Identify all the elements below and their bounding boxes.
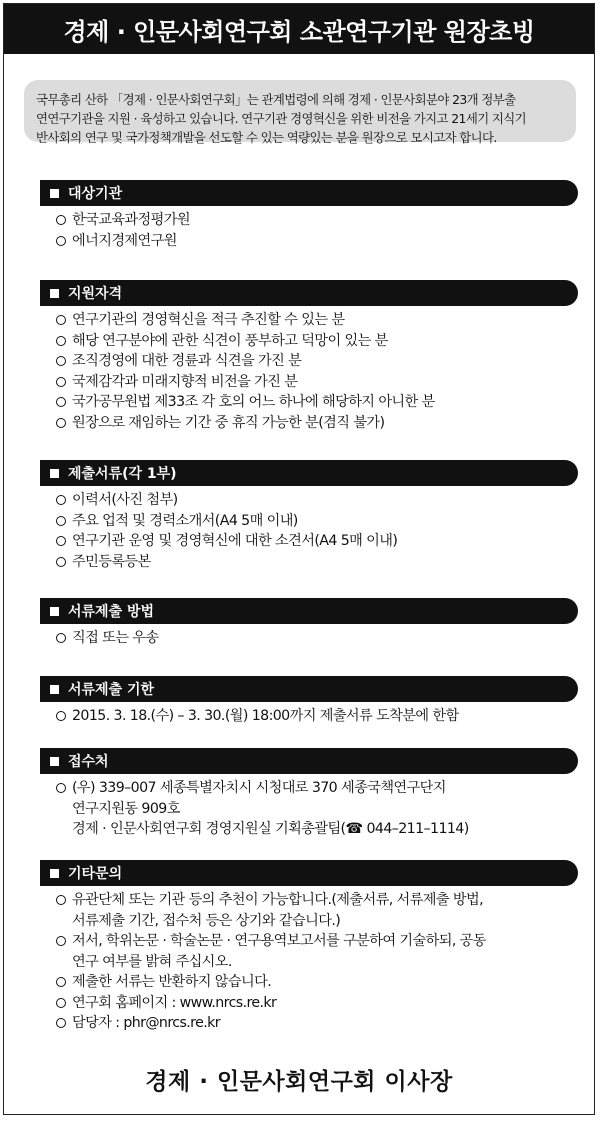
section-heading (40, 748, 578, 774)
item-list (56, 706, 578, 727)
circle-bullet-icon (56, 315, 66, 325)
square-bullet-icon (50, 469, 59, 478)
section-title: 서류제출 기한 (68, 682, 155, 698)
item-text: 제출한 서류는 반환하지 않습니다. (72, 974, 272, 990)
circle-bullet-icon (56, 895, 66, 905)
item-text: 2015. 3. 18.(수) – 3. 30.(월) 18:00까지 제출서류 도착분에 한함 (72, 708, 459, 724)
intro-line: 연연구기관을 지원 · 육성하고 있습니다. 연구기관 경영혁신을 위한 비전을 가지고 21세기 지식기 (36, 111, 527, 126)
section-6 (40, 748, 578, 840)
square-bullet-icon (50, 757, 59, 766)
item-text: 연구회 홈페이지 : www.nrcs.re.kr (72, 994, 277, 1011)
circle-bullet-icon (56, 557, 66, 567)
list-item (56, 778, 578, 840)
circle-bullet-icon (56, 1018, 66, 1028)
list-item (56, 490, 578, 511)
circle-bullet-icon (56, 977, 66, 987)
item-text: 연구기관 운영 및 경영혁신에 대한 소견서(A4 5매 이내) (72, 533, 398, 549)
circle-bullet-icon (56, 495, 66, 505)
list-item (56, 890, 578, 931)
section-heading (40, 860, 578, 886)
section-title: 제출서류(각 1부) (68, 466, 177, 482)
circle-bullet-icon (56, 236, 66, 246)
list-item (56, 392, 578, 413)
list-item (56, 231, 578, 252)
square-bullet-icon (50, 189, 59, 198)
item-text: 주민등록등본 (72, 553, 151, 570)
item-text: 주요 업적 및 경력소개서(A4 5매 이내) (72, 512, 298, 529)
item-text: 해당 연구분야에 관한 식견이 풍부하고 덕망이 있는 분 (72, 332, 388, 349)
section-title: 대상기관 (68, 186, 123, 202)
circle-bullet-icon (56, 936, 66, 946)
item-text: 직접 또는 우송 (72, 630, 159, 646)
circle-bullet-icon (56, 418, 66, 428)
list-item (56, 310, 578, 331)
item-list (56, 890, 578, 1034)
page-title: 경제 · 인문사회연구회 소관연구기관 원장초빙 (4, 4, 594, 54)
item-text: 연구기관의 경영혁신을 적극 추진할 수 있는 분 (72, 312, 345, 328)
section-heading (40, 280, 578, 306)
list-item (56, 993, 578, 1014)
list-item (56, 331, 578, 352)
section-7 (40, 860, 578, 1034)
item-text: 연구지원동 909호 (72, 800, 180, 817)
notice-page (3, 3, 595, 1115)
item-text: 경제 · 인문사회연구회 경영지원실 기획총괄팀(☎ 044–211–1114) (72, 821, 469, 837)
circle-bullet-icon (56, 215, 66, 225)
list-item (56, 351, 578, 372)
section-1 (40, 180, 578, 251)
item-list (56, 778, 578, 840)
section-heading (40, 460, 578, 486)
list-item (56, 372, 578, 393)
section-heading (40, 598, 578, 624)
section-title: 접수처 (68, 754, 109, 770)
item-text: 조직경영에 대한 경륜과 식견을 가진 분 (72, 353, 302, 369)
circle-bullet-icon (56, 998, 66, 1008)
square-bullet-icon (50, 869, 59, 878)
section-title: 기타문의 (68, 866, 123, 882)
item-list (56, 628, 578, 649)
section-3 (40, 460, 578, 572)
item-text: (우) 339–007 세종특별자치시 시청대로 370 세종국책연구단지 (72, 780, 446, 796)
list-item (56, 413, 578, 434)
circle-bullet-icon (56, 377, 66, 387)
list-item (56, 531, 578, 552)
item-text: 이력서(사진 첨부) (72, 492, 178, 508)
circle-bullet-icon (56, 711, 66, 721)
item-list (56, 490, 578, 572)
list-item (56, 931, 578, 972)
list-item (56, 628, 578, 649)
square-bullet-icon (50, 607, 59, 616)
item-text: 국가공무원법 제33조 각 호의 어느 하나에 해당하지 아니한 분 (72, 394, 435, 410)
intro-line: 반사회의 연구 및 국가정책개발을 선도할 수 있는 역량있는 분을 원장으로 모시고자 합니다. (36, 130, 497, 145)
list-item (56, 1013, 578, 1034)
item-text: 원장으로 재임하는 기간 중 휴직 가능한 분(겸직 불가) (72, 414, 385, 431)
list-item (56, 552, 578, 573)
item-text: 한국교육과정평가원 (72, 212, 190, 228)
list-item (56, 511, 578, 532)
item-list (56, 310, 578, 433)
item-text: 저서, 학위논문 · 학술논문 · 연구용역보고서를 구분하여 기술하되, 공동 (72, 933, 486, 949)
section-title: 서류제출 방법 (68, 604, 155, 620)
section-5 (40, 676, 578, 727)
circle-bullet-icon (56, 783, 66, 793)
section-title: 지원자격 (68, 286, 123, 302)
intro-box (24, 80, 576, 145)
item-text: 에너지경제연구원 (72, 232, 177, 249)
footer-signature: 경제 · 인문사회연구회 이사장 (145, 1069, 453, 1095)
circle-bullet-icon (56, 516, 66, 526)
circle-bullet-icon (56, 633, 66, 643)
list-item (56, 706, 578, 727)
item-text: 담당자 : phr@nrcs.re.kr (72, 1015, 220, 1031)
square-bullet-icon (50, 289, 59, 298)
list-item (56, 210, 578, 231)
circle-bullet-icon (56, 356, 66, 366)
item-list (56, 210, 578, 251)
circle-bullet-icon (56, 336, 66, 346)
list-item (56, 972, 578, 993)
item-text: 서류제출 기간, 접수처 등은 상기와 같습니다.) (72, 912, 341, 929)
item-text: 연구 여부를 밝혀 주십시오. (72, 953, 232, 970)
item-text: 국제감각과 미래지향적 비전을 가진 분 (72, 373, 298, 390)
square-bullet-icon (50, 685, 59, 694)
section-4 (40, 598, 578, 649)
circle-bullet-icon (56, 397, 66, 407)
section-heading (40, 676, 578, 702)
item-text: 유관단체 또는 기관 등의 추천이 가능합니다.(제출서류, 서류제출 방법, (72, 892, 483, 908)
section-heading (40, 180, 578, 206)
circle-bullet-icon (56, 536, 66, 546)
intro-line: 국무총리 산하 「경제 · 인문사회연구회」는 관계법령에 의해 경제 · 인문사회분야 23개 정부출 (36, 92, 516, 107)
section-2 (40, 280, 578, 433)
